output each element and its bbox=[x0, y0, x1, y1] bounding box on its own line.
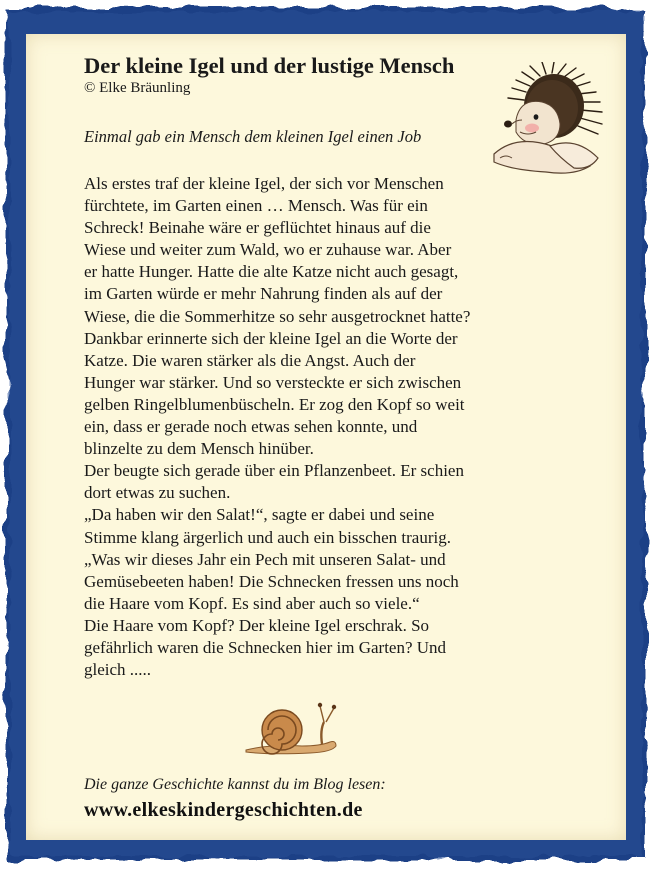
story-line: „Da haben wir den Salat!“, sagte er dabei und seine bbox=[84, 505, 435, 525]
story-line: Schreck! Beinahe wäre er geflüchtet hinaus auf die bbox=[84, 218, 431, 238]
footer-note: Die ganze Geschichte kannst du im Blog lesen: bbox=[84, 776, 386, 793]
story-line: Die Haare vom Kopf? Der kleine Igel erschrak. So bbox=[84, 615, 430, 635]
story-line: Katze. Die waren stärker als die Angst. Auch der bbox=[84, 350, 416, 370]
story-title: Der kleine Igel und der lustige Mensch bbox=[84, 53, 455, 78]
story-line: Stimme klang ärgerlich und auch ein bisschen traurig. bbox=[84, 527, 451, 547]
story-subtitle: Einmal gab ein Mensch dem kleinen Igel einen Job bbox=[84, 127, 422, 146]
story-line: Hunger war stärker. Und so versteckte er sich zwischen bbox=[84, 372, 462, 392]
copyright-line: © Elke Bräunling bbox=[84, 80, 191, 96]
story-line: die Haare vom Kopf. Es sind aber auch so viele.“ bbox=[84, 593, 420, 613]
story-line: dort etwas zu suchen. bbox=[84, 483, 231, 503]
story-line: Dankbar erinnerte sich der kleine Igel an die Worte der bbox=[84, 328, 458, 348]
story-line: Gemüsebeeten haben! Die Schnecken fressen uns noch bbox=[84, 571, 459, 591]
blog-url-link[interactable]: www.elkeskindergeschichten.de bbox=[84, 799, 363, 821]
story-line: er hatte Hunger. Hatte die alte Katze nicht auch gesagt, bbox=[84, 262, 459, 282]
story-line: Wiese, die die Sommerhitze so sehr ausgetrocknet hatte? bbox=[84, 306, 471, 326]
story-line: Wiese und weiter zum Wald, wo er zuhause war. Aber bbox=[84, 240, 452, 260]
story-line: „Was wir dieses Jahr ein Pech mit unseren Salat- und bbox=[84, 549, 446, 569]
story-line: blinzelte zu dem Mensch hinüber. bbox=[84, 439, 314, 459]
story-line: Der beugte sich gerade über ein Pflanzenbeet. Er schien bbox=[84, 461, 464, 481]
story-line: gefährlich waren die Schnecken hier im Garten? Und bbox=[84, 637, 447, 657]
story-body bbox=[84, 173, 564, 681]
story-line: gleich ..... bbox=[84, 660, 152, 680]
story-line: fürchtete, im Garten einen … Mensch. Was für ein bbox=[84, 196, 428, 216]
hedgehog-icon bbox=[486, 62, 610, 180]
story-line: im Garten würde er mehr Nahrung finden als auf der bbox=[84, 284, 443, 304]
story-line: ein, dass er gerade noch etwas sehen konnte, und bbox=[84, 417, 418, 437]
snail-icon bbox=[240, 700, 340, 756]
story-line: gelben Ringelblumenbüscheln. Er zog den Kopf so weit bbox=[84, 394, 465, 414]
story-line: Als erstes traf der kleine Igel, der sich vor Menschen bbox=[84, 174, 444, 193]
